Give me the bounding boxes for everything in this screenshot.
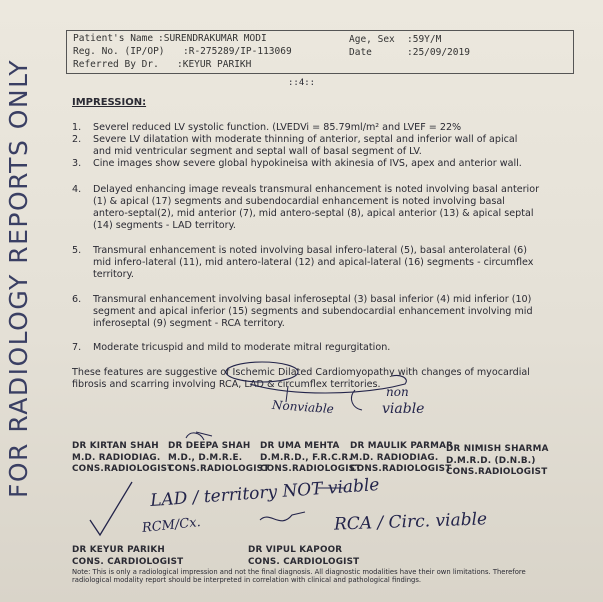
item-number: 7. <box>72 342 82 353</box>
underline-mark <box>250 375 406 393</box>
item-line: and mid ventricular segment and septal wall of basal segment of LV. <box>93 146 422 157</box>
conclusion-line: These features are suggestive of Ischemic Dilated Cardiomyopathy with changes of myocardial <box>72 367 530 378</box>
item-line: territory. <box>93 269 134 280</box>
item-line: Severe LV dilatation with moderate thinning of anterior, septal and inferior wall of apical <box>93 134 518 145</box>
cardiologist-name: DR VIPUL KAPOOR <box>248 545 343 555</box>
item-line: (14) segments - LAD territory. <box>93 220 236 231</box>
item-number: 3. <box>72 158 82 169</box>
item-line: mid infero-lateral (11), mid antero-lateral (12) and apical-lateral (16) segments - circumflex <box>93 257 534 268</box>
radiologist-title: CONS.RADIOLOGIST <box>260 464 362 474</box>
handwritten-nonviable: Nonviable <box>271 397 335 417</box>
item-line: segment and apical inferior (15) segments and subendocardial enhancement involving mid <box>93 306 533 317</box>
radiologist-name: DR UMA MEHTA <box>260 441 340 451</box>
radiologist-name: DR DEEPA SHAH <box>168 441 251 451</box>
cardiologist-title: CONS. CARDIOLOGIST <box>72 556 184 567</box>
radiologist-degree: D.M.R.D., F.R.C.R. <box>260 452 353 463</box>
impression-title: IMPRESSION: <box>72 97 147 108</box>
page-number: ::4:: <box>288 78 316 88</box>
item-line: (1) & apical (17) segments and subendocardial enhancement is noted involving basal <box>93 196 505 207</box>
signature-kirtan <box>90 482 132 535</box>
handwritten-lad-note: LAD / territory NOT viable <box>149 475 381 511</box>
age-sex-value: :59Y/M <box>407 34 442 45</box>
item-line: Transmural enhancement is noted involving basal infero-lateral (5), basal anterolateral (6) <box>93 245 528 256</box>
referred-by-value: :KEYUR PARIKH <box>177 59 252 70</box>
radiologist-title: CONS.RADIOLOGIST <box>168 464 270 474</box>
radiologist-title: CONS.RADIOLOGIST <box>350 464 452 474</box>
note-line: radiological modality report should be interpreted in correlation with clinical and pathological findings. <box>72 576 422 585</box>
handwritten-non: non <box>386 385 409 399</box>
radiologist-title: CONS.RADIOLOGIST <box>72 464 174 474</box>
item-number: 5. <box>72 245 82 256</box>
radiologist-name: DR NIMISH SHARMA <box>446 444 549 454</box>
reg-no-value: :R-275289/IP-113069 <box>183 46 292 57</box>
item-number: 1. <box>72 122 82 133</box>
radiologist-title: CONS.RADIOLOGIST <box>446 467 548 477</box>
radiologist-name: DR KIRTAN SHAH <box>72 441 159 451</box>
patient-name-label: Patient's Name <box>73 33 154 44</box>
arrow-stroke-left <box>286 386 288 402</box>
side-banner: FOR RADIOLOGY REPORTS ONLY <box>4 58 33 498</box>
item-line: inferoseptal (9) segment - RCA territory. <box>93 318 285 329</box>
item-number: 6. <box>72 294 82 305</box>
item-number: 2. <box>72 134 82 145</box>
arrow-stroke-right <box>351 390 362 410</box>
age-sex-label: Age, Sex <box>349 34 395 45</box>
radiologist-name: DR MAULIK PARMAR <box>350 441 454 451</box>
date-value: :25/09/2019 <box>407 47 470 58</box>
handwritten-viable: viable <box>382 401 425 417</box>
radiologist-degree: M.D. RADIODIAG. <box>350 452 439 463</box>
cardiologist-title: CONS. CARDIOLOGIST <box>248 556 360 567</box>
radiologist-degree: M.D. RADIODIAG. <box>72 452 161 463</box>
item-line: Cine images show severe global hypokineisa with akinesia of IVS, apex and anterior wall. <box>93 158 522 169</box>
circle-mark <box>226 362 298 382</box>
item-line: Transmural enhancement involving basal inferoseptal (3) basal inferior (4) mid inferior (10) <box>93 294 532 305</box>
date-label: Date <box>349 47 372 58</box>
reg-no-label: Reg. No. (IP/OP) <box>73 46 165 57</box>
note-line: Note: This is only a radiological impression and not the final diagnosis. All diagnostic modalities have their own limitations. Therefore <box>72 568 526 576</box>
patient-name-value: :SURENDRAKUMAR MODI <box>158 33 267 44</box>
initials-mark <box>186 432 212 440</box>
item-line: Moderate tricuspid and mild to moderate mitral regurgitation. <box>93 342 391 353</box>
item-line: Severel reduced LV systolic function. (LVEDVi = 85.79ml/m² and LVEF = 22% <box>93 122 462 133</box>
radiologist-degree: M.D., D.M.R.E. <box>168 452 243 463</box>
handwritten-rca-note: RCA / Circ. viable <box>333 509 488 535</box>
signature-kapoor <box>260 512 305 521</box>
item-line: antero-septal(2), mid anterior (7), mid antero-septal (8), apical anterior (13) & apical septal <box>93 208 534 219</box>
item-number: 4. <box>72 184 82 195</box>
referred-by-label: Referred By Dr. <box>73 59 159 70</box>
radiologist-degree: D.M.R.D. (D.N.B.) <box>446 455 536 466</box>
cardiologist-name: DR KEYUR PARIKH <box>72 545 165 555</box>
handwritten-rcm-note: RCM/Cx. <box>141 514 202 537</box>
conclusion-line: fibrosis and scarring involving RCA, LAD & circumflex territories. <box>72 379 381 391</box>
item-line: Delayed enhancing image reveals transmural enhancement is noted involving basal anterior <box>93 184 540 195</box>
